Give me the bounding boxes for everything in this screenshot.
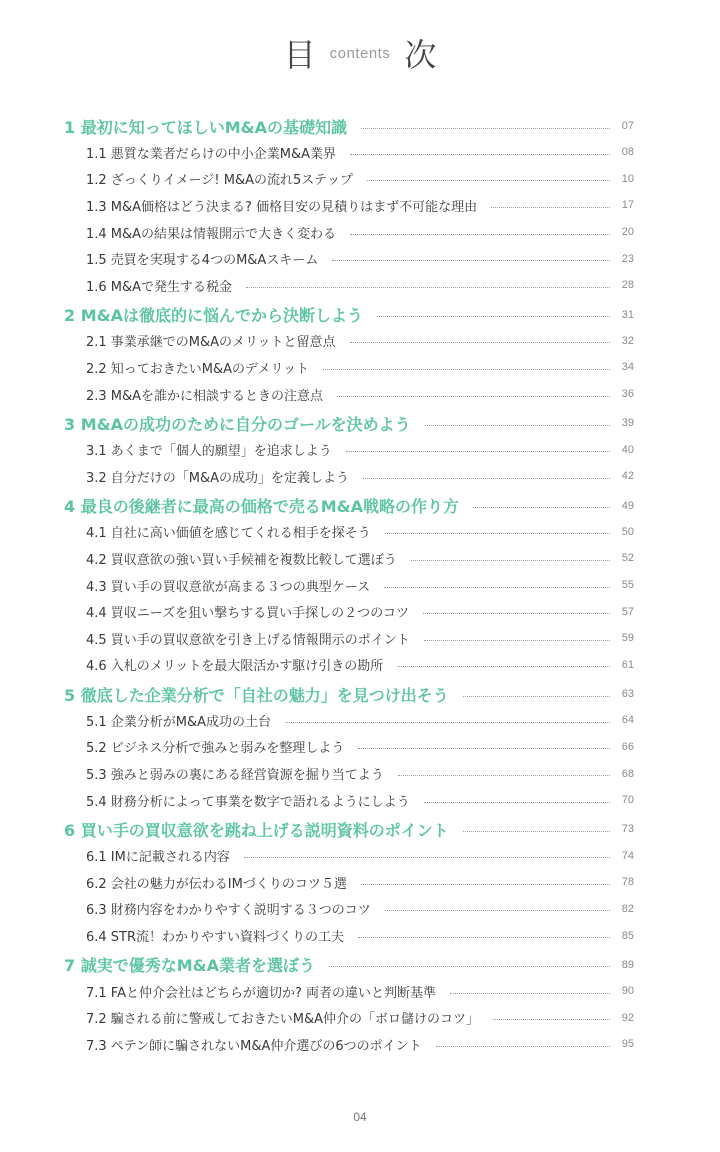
page-number: 04 (353, 1110, 367, 1124)
chapter-entry[interactable] (64, 493, 634, 519)
section-page: 20 (621, 226, 634, 239)
section-page: 50 (621, 525, 634, 538)
section-entry[interactable] (64, 1031, 634, 1058)
chapter-entry[interactable] (64, 410, 634, 436)
chapter-entry[interactable] (64, 681, 634, 707)
section-page: 78 (621, 876, 634, 889)
leader-dots (350, 342, 610, 343)
section-page: 61 (621, 658, 634, 671)
chapter-title: 6 買い手の買収意欲を跳ね上げる説明資料のポイント (64, 820, 449, 840)
leader-dots (363, 478, 610, 479)
leader-dots (397, 666, 610, 667)
leader-dots (493, 1019, 610, 1020)
section-title: 2.3 M&Aを誰かに相談するときの注意点 (86, 388, 324, 404)
section-page: 74 (621, 849, 634, 862)
leader-dots (436, 1046, 610, 1047)
section-page: 36 (621, 388, 634, 401)
section-title: 4.3 買い手の買収意欲が高まる３つの典型ケース (86, 579, 371, 595)
section-title: 7.2 騙される前に警戒しておきたいM&A仲介の「ボロ儲けのコツ」 (86, 1012, 480, 1028)
section-entry[interactable] (64, 139, 634, 166)
leader-dots (367, 180, 610, 181)
section-title: 6.2 会社の魅力が伝わるIMづくりのコツ５選 (86, 876, 347, 892)
chapter-page: 31 (621, 308, 634, 321)
section-entry[interactable] (64, 328, 634, 355)
section-page: 82 (621, 902, 634, 915)
section-page: 90 (621, 985, 634, 998)
section-page: 66 (621, 740, 634, 753)
chapter-entry[interactable] (64, 952, 634, 978)
chapter-entry[interactable] (64, 816, 634, 842)
section-title: 5.1 企業分析がM&A成功の土台 (86, 714, 272, 730)
section-entry[interactable] (64, 545, 634, 572)
leader-dots (361, 884, 610, 885)
section-entry[interactable] (64, 166, 634, 193)
section-title: 6.3 財務内容をわかりやすく説明する３つのコツ (86, 903, 371, 919)
chapter-page: 89 (621, 958, 634, 971)
section-entry[interactable] (64, 896, 634, 923)
section-title: 4.5 買い手の買収意欲を引き上げる情報開示のポイント (86, 632, 410, 648)
section-title: 5.4 財務分析によって事業を数字で語れるようにしよう (86, 794, 410, 810)
chapter-title: 7 誠実で優秀なM&A業者を選ぼう (64, 956, 315, 976)
leader-dots (385, 533, 610, 534)
leader-dots (411, 560, 610, 561)
section-page: 10 (621, 172, 634, 185)
section-title: 6.4 STR流！わかりやすい資料づくりの工夫 (86, 930, 345, 946)
section-entry[interactable] (64, 381, 634, 408)
leader-dots (358, 748, 610, 749)
section-title: 3.2 自分だけの「M&Aの成功」を定義しよう (86, 470, 350, 486)
leader-dots (425, 425, 610, 426)
leader-dots (358, 937, 610, 938)
chapter-page: 73 (621, 823, 634, 836)
leader-dots (463, 696, 610, 697)
leader-dots (350, 154, 610, 155)
leader-dots (473, 507, 610, 508)
section-title: 3.1 あくまで「個人的願望」を追求しよう (86, 444, 332, 460)
chapter-page: 07 (621, 120, 634, 132)
chapter-title: 4 最良の後継者に最高の価格で売るM&A戦略の作り方 (64, 497, 459, 517)
section-page: 68 (621, 767, 634, 780)
chapter-entry[interactable] (64, 113, 634, 139)
section-title: 2.2 知っておきたいM&Aのデメリット (86, 361, 310, 377)
leader-dots (398, 775, 610, 776)
chapter-title: 3 M&Aの成功のために自分のゴールを決めよう (64, 414, 411, 434)
section-entry[interactable] (64, 787, 634, 814)
leader-dots (361, 128, 610, 129)
chapter-title: 2 M&Aは徹底的に悩んでから決断しよう (64, 306, 363, 326)
section-page: 95 (621, 1038, 634, 1051)
section-entry[interactable] (64, 760, 634, 787)
section-page: 85 (621, 929, 634, 942)
section-entry[interactable] (64, 922, 634, 949)
section-entry[interactable] (64, 707, 634, 734)
section-entry[interactable] (64, 572, 634, 599)
leader-dots (385, 910, 610, 911)
section-title: 1.1 悪質な業者だらけの中小企業M&A業界 (86, 146, 337, 162)
leader-dots (350, 234, 610, 235)
leader-dots (329, 966, 610, 967)
section-title: 1.3 M&A価格はどう決まる? 価格目安の見積りはまず不可能な理由 (86, 199, 478, 215)
section-title: 5.3 強みと弱みの裏にある経営資源を掘り当てよう (86, 768, 384, 784)
section-page: 55 (621, 579, 634, 592)
leader-dots (423, 613, 610, 614)
leader-dots (337, 396, 610, 397)
section-title: 6.1 IMに記載される内容 (86, 850, 230, 866)
chapter-title: 5 徹底した企業分析で「自社の魅力」を見つけ出そう (64, 685, 449, 705)
leader-dots (491, 207, 610, 208)
section-page: 23 (621, 252, 634, 265)
leader-dots (463, 831, 610, 832)
chapter-entry[interactable] (64, 302, 634, 328)
section-page: 08 (621, 146, 634, 159)
section-title: 7.3 ペテン師に騙されないM&A仲介選びの6つのポイント (86, 1038, 422, 1054)
section-entry[interactable] (64, 1004, 634, 1031)
section-title: 1.2 ざっくりイメージ! M&Aの流れ5ステップ (86, 173, 354, 189)
section-page: 52 (621, 552, 634, 565)
leader-dots (346, 451, 610, 452)
section-entry[interactable] (64, 598, 634, 625)
section-entry[interactable] (64, 192, 634, 219)
section-entry[interactable] (64, 869, 634, 896)
section-title: 4.4 買収ニーズを狙い撃ちする買い手探しの２つのコツ (86, 606, 410, 622)
section-page: 34 (621, 361, 634, 374)
section-entry[interactable] (64, 436, 634, 463)
section-page: 17 (621, 199, 634, 212)
section-entry[interactable] (64, 354, 634, 381)
section-page: 59 (621, 632, 634, 645)
section-title: 1.6 M&Aで発生する税金 (86, 279, 233, 295)
leader-dots (450, 993, 610, 994)
title-subtitle: contents (329, 44, 391, 62)
section-entry[interactable] (64, 245, 634, 272)
section-page: 92 (621, 1011, 634, 1024)
leader-dots (246, 287, 610, 288)
leader-dots (424, 802, 610, 803)
section-entry[interactable] (64, 219, 634, 246)
table-of-contents (64, 110, 634, 1058)
section-entry[interactable] (64, 734, 634, 761)
section-title: 4.1 自社に高い価値を感じてくれる相手を探そう (86, 526, 371, 542)
leader-dots (285, 722, 610, 723)
section-title: 2.1 事業承継でのM&Aのメリットと留意点 (86, 335, 336, 351)
section-entry[interactable] (64, 978, 634, 1005)
section-entry[interactable] (64, 842, 634, 869)
chapter-page: 49 (621, 499, 634, 512)
chapter-page: 63 (621, 688, 634, 701)
chapter-page: 39 (621, 417, 634, 430)
section-entry[interactable] (64, 519, 634, 546)
leader-dots (332, 260, 610, 261)
section-title: 1.4 M&Aの結果は情報開示で大きく変わる (86, 226, 337, 242)
section-title: 7.1 FAと仲介会社はどちらが適切か? 両者の違いと判断基準 (86, 985, 437, 1001)
toc-title (0, 30, 720, 76)
section-title: 4.6 入札のメリットを最大限活かす駆け引きの勘所 (86, 659, 384, 675)
section-title: 5.2 ビジネス分析で強みと弱みを整理しよう (86, 741, 345, 757)
leader-dots (384, 587, 610, 588)
section-page: 32 (621, 334, 634, 347)
section-title: 1.5 売買を実現する4つのM&Aスキーム (86, 253, 319, 269)
title-char-right: 次 (404, 36, 437, 74)
section-title: 4.2 買収意欲の強い買い手候補を複数比較して選ぼう (86, 552, 397, 568)
section-page: 42 (621, 470, 634, 483)
section-entry[interactable] (64, 652, 634, 679)
leader-dots (377, 316, 610, 317)
chapter-title: 1 最初に知ってほしいM&Aの基礎知識 (64, 117, 347, 137)
section-entry[interactable] (64, 625, 634, 652)
title-char-left: 目 (283, 36, 316, 74)
section-page: 40 (621, 443, 634, 456)
section-page: 64 (621, 714, 634, 727)
leader-dots (424, 640, 610, 641)
section-entry[interactable] (64, 272, 634, 299)
section-page: 57 (621, 605, 634, 618)
leader-dots (323, 369, 610, 370)
section-page: 28 (621, 279, 634, 292)
section-entry[interactable] (64, 463, 634, 490)
leader-dots (244, 857, 610, 858)
section-page: 70 (621, 794, 634, 807)
